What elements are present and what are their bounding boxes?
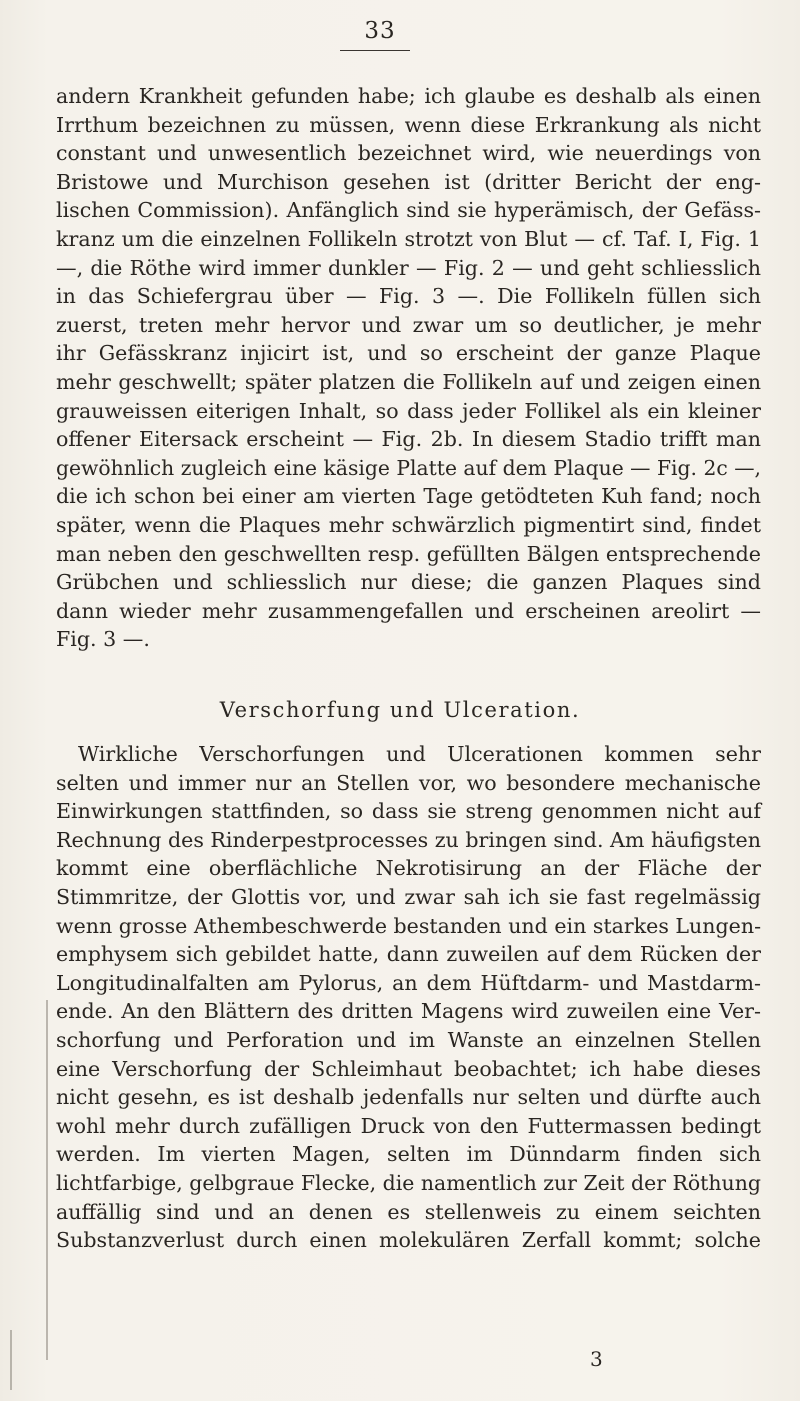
text-line: in das Schiefergrau über — Fig. 3 —. Die Follikeln füllen sich — [56, 284, 761, 309]
text-line: die ich schon bei einer am vierten Tage getödteten Kuh fand; noch — [56, 484, 761, 509]
text-line: ihr Gefässkranz injicirt ist, und so erscheint der ganze Plaque — [56, 341, 761, 366]
text-line: mehr geschwellt; später platzen die Follikeln auf und zeigen einen — [56, 369, 761, 394]
text-line: grauweissen eiterigen Inhalt, so dass jeder Follikel als ein kleiner — [56, 398, 761, 423]
text-line: auffällig sind und an denen es stellenweis zu einem seichten — [56, 1199, 761, 1224]
section-heading: Verschorfung und Ulceration. — [219, 698, 581, 722]
text-line: Longitudinalfalten am Pylorus, an dem Hüftdarm- und Mastdarm- — [56, 970, 761, 995]
text-line: man neben den geschwellten resp. gefüllten Bälgen entsprechende — [56, 541, 761, 566]
text-line: nicht gesehn, es ist deshalb jedenfalls nur selten und dürfte auch — [56, 1085, 761, 1110]
text-line: Grübchen und schliesslich nur diese; die ganzen Plaques sind — [56, 570, 761, 595]
text-line: Irrthum bezeichnen zu müssen, wenn diese Erkrankung als nicht — [56, 112, 761, 137]
text-line: —, die Röthe wird immer dunkler — Fig. 2 — und geht schliesslich — [56, 255, 761, 280]
text-line: Rechnung des Rinderpestprocesses zu bringen sind. Am häufigsten — [56, 827, 761, 852]
text-line: wenn grosse Athembeschwerde bestanden und ein starkes Lungen- — [56, 913, 762, 938]
paragraph-2 — [56, 740, 761, 1255]
text-line: offener Eitersack erscheint — Fig. 2b. In diesem Stadio trifft man — [56, 427, 761, 452]
binding-shadow — [10, 1330, 12, 1390]
text-line: lischen Commission). Anfänglich sind sie hyperämisch, der Gefäss- — [56, 198, 761, 223]
text-line: constant und unwesentlich bezeichnet wird, wie neuerdings von — [56, 141, 761, 166]
page-number: 33 — [364, 18, 396, 44]
text-line: Bristowe und Murchison gesehen ist (dritter Bericht der eng- — [56, 169, 761, 194]
text-line: selten und immer nur an Stellen vor, wo besondere mechanische — [56, 770, 761, 795]
text-line: Stimmritze, der Glottis vor, und zwar sah ich sie fast regelmässig — [56, 884, 761, 909]
text-line: werden. Im vierten Magen, selten im Dünndarm finden sich — [56, 1142, 761, 1167]
text-line: schorfung und Perforation und im Wanste an einzelnen Stellen — [56, 1027, 761, 1052]
text-line: lichtfarbige, gelbgraue Flecke, die namentlich zur Zeit der Röthung — [56, 1170, 761, 1195]
paragraph-1 — [56, 82, 761, 654]
text-line: kommt eine oberflächliche Nekrotisirung an der Fläche der — [56, 856, 761, 881]
binding-shadow — [46, 1000, 48, 1360]
header-rule — [340, 50, 410, 51]
text-line: gewöhnlich zugleich eine käsige Platte auf dem Plaque — Fig. 2c —, — [56, 455, 761, 480]
text-line: emphysem sich gebildet hatte, dann zuweilen auf dem Rücken der — [56, 942, 761, 967]
text-line: ende. An den Blättern des dritten Magens wird zuweilen eine Ver- — [56, 999, 761, 1024]
text-line: Fig. 3 —. — [56, 627, 150, 652]
text-line: Wirkliche Verschorfungen und Ulcerationen kommen sehr — [78, 742, 761, 766]
text-line: wohl mehr durch zufälligen Druck von den Futtermassen bedingt — [56, 1113, 761, 1138]
signature-mark: 3 — [590, 1347, 603, 1371]
text-line: zuerst, treten mehr hervor und zwar um so deutlicher, je mehr — [56, 312, 761, 337]
text-line: Substanzverlust durch einen molekulären Zerfall kommt; solche — [56, 1228, 761, 1253]
text-line: dann wieder mehr zusammengefallen und erscheinen areolirt — — [56, 598, 761, 623]
text-line: andern Krankheit gefunden habe; ich glaube es deshalb als einen — [56, 84, 761, 108]
text-line: später, wenn die Plaques mehr schwärzlich pigmentirt sind, findet — [56, 512, 761, 537]
text-line: eine Verschorfung der Schleimhaut beobachtet; ich habe dieses — [56, 1056, 761, 1081]
text-line: Einwirkungen stattfinden, so dass sie streng genommen nicht auf — [56, 799, 761, 824]
text-line: kranz um die einzelnen Follikeln strotzt von Blut — cf. Taf. I, Fig. 1 — [56, 226, 761, 251]
